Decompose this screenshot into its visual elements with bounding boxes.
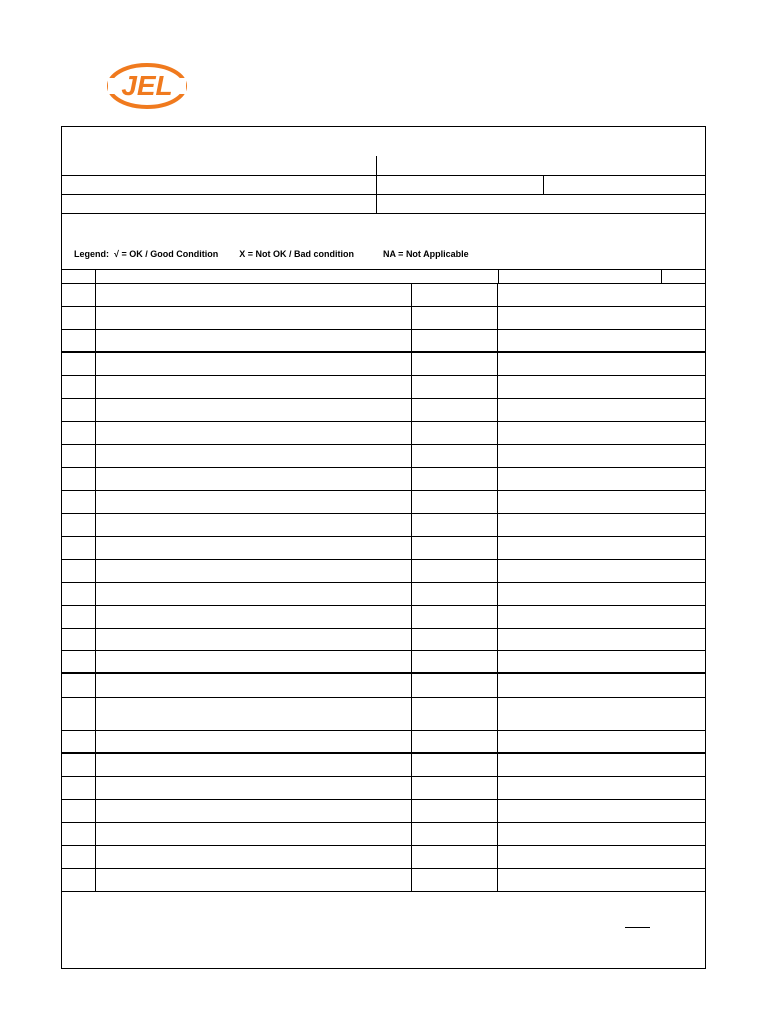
checklist-row	[61, 283, 706, 306]
row-cell-divider	[497, 490, 498, 513]
checklist-row	[61, 673, 706, 697]
row-cell-divider	[95, 375, 96, 398]
row-cell-divider	[497, 868, 498, 891]
row-cell-divider	[411, 650, 412, 673]
checklist-row	[61, 582, 706, 605]
checklist-row	[61, 799, 706, 822]
legend-ok: √ = OK / Good Condition	[114, 249, 219, 259]
row-cell-divider	[411, 582, 412, 605]
header-line	[61, 194, 706, 195]
legend-label: Legend:	[74, 249, 109, 259]
row-cell-divider	[497, 536, 498, 559]
checklist-row	[61, 467, 706, 490]
row-cell-divider	[95, 673, 96, 697]
row-cell-divider	[411, 375, 412, 398]
checklist-row	[61, 822, 706, 845]
legend-not-ok: X = Not OK / Bad condition	[239, 249, 354, 259]
row-cell-divider	[497, 628, 498, 650]
row-cell-divider	[497, 799, 498, 822]
checklist-row	[61, 513, 706, 536]
logo-text: JEL	[121, 70, 173, 101]
row-cell-divider	[95, 306, 96, 329]
checklist-row	[61, 398, 706, 421]
checklist-row	[61, 628, 706, 650]
header-divider	[376, 156, 377, 214]
row-cell-divider	[411, 868, 412, 891]
checklist-row	[61, 306, 706, 329]
row-cell-divider	[95, 559, 96, 582]
row-cell-divider	[411, 559, 412, 582]
row-cell-divider	[411, 467, 412, 490]
checklist-row	[61, 868, 706, 891]
row-cell-divider	[411, 673, 412, 697]
row-cell-divider	[411, 421, 412, 444]
row-cell-divider	[497, 697, 498, 730]
row-cell-divider	[95, 868, 96, 891]
checklist-row	[61, 845, 706, 868]
row-cell-divider	[95, 490, 96, 513]
row-cell-divider	[411, 306, 412, 329]
row-cell-divider	[411, 753, 412, 776]
row-cell-divider	[497, 306, 498, 329]
row-cell-divider	[95, 421, 96, 444]
checklist-row	[61, 559, 706, 582]
row-cell-divider	[95, 845, 96, 868]
checklist-row	[61, 730, 706, 753]
row-cell-divider	[411, 776, 412, 799]
row-cell-divider	[95, 799, 96, 822]
row-cell-divider	[497, 398, 498, 421]
row-cell-divider	[95, 467, 96, 490]
row-cell-divider	[95, 776, 96, 799]
row-cell-divider	[95, 697, 96, 730]
legend-na: NA = Not Applicable	[383, 249, 469, 259]
checklist-row	[61, 536, 706, 559]
row-cell-divider	[411, 513, 412, 536]
row-cell-divider	[95, 329, 96, 352]
row-cell-divider	[411, 283, 412, 306]
row-cell-divider	[497, 673, 498, 697]
row-cell-divider	[411, 536, 412, 559]
row-cell-divider	[95, 753, 96, 776]
row-cell-divider	[411, 730, 412, 753]
checklist-row	[61, 605, 706, 628]
row-cell-divider	[497, 375, 498, 398]
checklist-row	[61, 352, 706, 375]
checklist-row	[61, 650, 706, 673]
row-cell-divider	[411, 398, 412, 421]
row-cell-divider	[497, 559, 498, 582]
row-cell-divider	[497, 650, 498, 673]
row-cell-divider	[95, 582, 96, 605]
row-cell-divider	[497, 329, 498, 352]
row-cell-divider	[95, 730, 96, 753]
table-header-row	[61, 269, 706, 283]
header-line	[61, 175, 706, 176]
company-logo	[106, 60, 188, 112]
row-cell-divider	[411, 628, 412, 650]
header-divider	[543, 175, 544, 194]
row-cell-divider	[95, 352, 96, 375]
row-cell-divider	[497, 352, 498, 375]
row-cell-divider	[95, 822, 96, 845]
row-cell-divider	[95, 444, 96, 467]
row-cell-divider	[497, 444, 498, 467]
checklist-row	[61, 421, 706, 444]
row-cell-divider	[497, 605, 498, 628]
row-cell-divider	[411, 352, 412, 375]
row-cell-divider	[497, 582, 498, 605]
row-cell-divider	[411, 822, 412, 845]
row-cell-divider	[95, 628, 96, 650]
checklist-row	[61, 776, 706, 799]
row-line	[61, 891, 706, 892]
row-cell-divider	[411, 845, 412, 868]
row-cell-divider	[411, 697, 412, 730]
row-cell-divider	[497, 822, 498, 845]
row-cell-divider	[95, 536, 96, 559]
row-cell-divider	[95, 650, 96, 673]
row-cell-divider	[497, 513, 498, 536]
row-cell-divider	[411, 329, 412, 352]
signature-line	[625, 927, 650, 928]
row-cell-divider	[497, 467, 498, 490]
checklist-row	[61, 490, 706, 513]
row-cell-divider	[497, 753, 498, 776]
legend	[74, 249, 469, 259]
row-cell-divider	[411, 799, 412, 822]
checklist-row	[61, 697, 706, 730]
checklist-row	[61, 753, 706, 776]
row-cell-divider	[497, 845, 498, 868]
row-cell-divider	[411, 444, 412, 467]
row-cell-divider	[411, 605, 412, 628]
row-cell-divider	[497, 776, 498, 799]
row-cell-divider	[95, 283, 96, 306]
row-cell-divider	[497, 283, 498, 306]
checklist-row	[61, 444, 706, 467]
row-cell-divider	[95, 513, 96, 536]
row-cell-divider	[411, 490, 412, 513]
checklist-row	[61, 329, 706, 352]
row-cell-divider	[95, 605, 96, 628]
row-cell-divider	[95, 398, 96, 421]
header-line	[61, 213, 706, 214]
checklist-row	[61, 375, 706, 398]
row-cell-divider	[497, 421, 498, 444]
row-cell-divider	[497, 730, 498, 753]
